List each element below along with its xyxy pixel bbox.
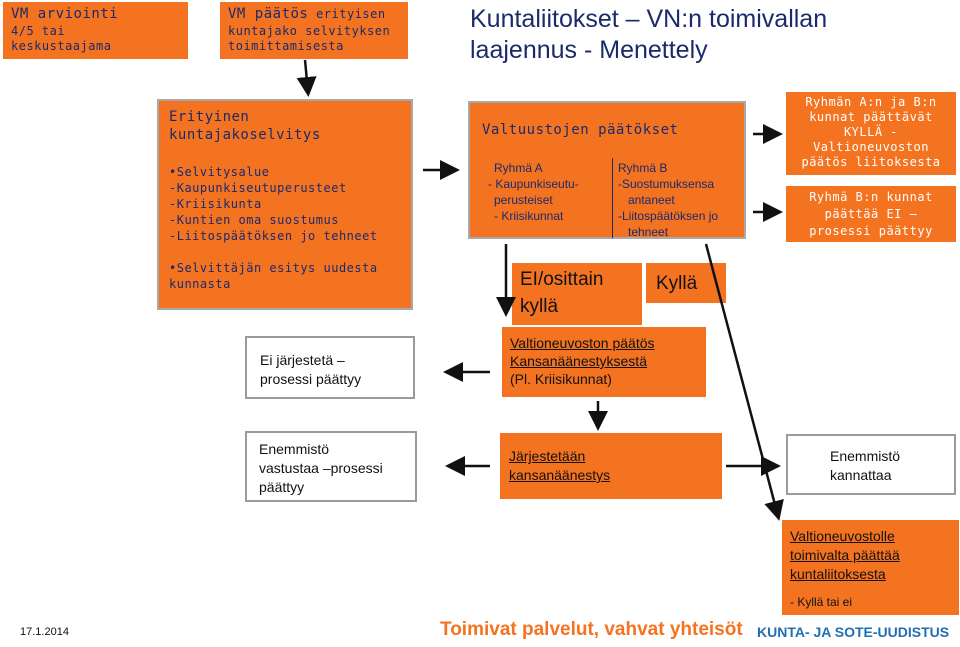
enemmisto-kannattaa-line: Enemmistö — [830, 448, 901, 464]
vm-arviointi-heading: VM arviointi — [11, 6, 119, 22]
erityinen-item: -Kuntien oma suostumus — [169, 213, 339, 227]
ryhman-ab-line: Valtioneuvoston — [813, 140, 929, 154]
enemmisto-vastustaa-line: päättyy — [259, 479, 305, 495]
ei-osittain-line-1: EI/osittain — [520, 269, 604, 290]
enemmisto-vastustaa-line: vastustaa –prosessi — [259, 460, 383, 476]
kylla-label: Kyllä — [656, 273, 698, 294]
enemmisto-kannattaa-line: kannattaa — [830, 467, 892, 483]
ryhman-ab-line: KYLLÄ - — [843, 125, 899, 139]
ryhman-ab-line: päätös liitoksesta — [801, 155, 941, 169]
vn-paatos-line: Kansanäänestyksestä — [510, 353, 647, 369]
erityinen-item: -Kriisikunta — [169, 197, 262, 211]
ryhma-b-line: tehneet — [628, 225, 669, 239]
erityinen-esitys-1: •Selvittäjän esitys uudesta — [169, 261, 378, 275]
enemmisto-vastustaa-line: Enemmistö — [259, 441, 330, 457]
ryhma-a-line: Ryhmä A — [494, 161, 543, 175]
ryhma-b-ei-line: prosessi päättyy — [809, 224, 933, 238]
erityinen-esitys-2: kunnasta — [169, 277, 231, 291]
erityinen-heading-2: kuntajakoselvitys — [169, 127, 321, 143]
erityinen-item: -Kaupunkiseutuperusteet — [169, 181, 347, 195]
ryhman-ab-line: Ryhmän A:n ja B:n — [805, 95, 937, 109]
ryhma-a-line: perusteiset — [494, 193, 553, 207]
vn-paatos-line: Valtioneuvoston päätös — [510, 335, 655, 351]
ryhma-b-ei-line: päättää EI – — [824, 207, 918, 221]
vn-toimivalta-line: kuntaliitoksesta — [790, 566, 886, 582]
title-line-2: laajennus - Menettely — [470, 36, 708, 64]
vm-arviointi-line2: 4/5 tai — [11, 24, 66, 38]
arrow-vm-paatos-to-erityinen — [305, 60, 308, 92]
ryhma-a-line: - Kaupunkiseutu- — [488, 177, 579, 191]
ryhma-b-line: antaneet — [628, 193, 675, 207]
erityinen-item: •Selvitysalue — [169, 165, 270, 179]
kylla-tai-ei-label: - Kyllä tai ei — [790, 595, 853, 609]
ryhma-b-line: -Liitospäätöksen jo — [618, 209, 719, 223]
ryhman-ab-line: kunnat päättävät — [809, 110, 933, 124]
ei-osittain-line-2: kyllä — [520, 296, 559, 317]
vn-toimivalta-line: toimivalta päättää — [790, 547, 900, 563]
jarjestetaan-line: Järjestetään — [509, 448, 586, 464]
vm-paatos-heading: VM päätös — [228, 6, 309, 22]
vm-paatos-rest: erityisen — [308, 7, 386, 21]
erityinen-item: -Liitospäätöksen jo tehneet — [169, 229, 378, 243]
ryhma-a-line: - Kriisikunnat — [494, 209, 564, 223]
vn-toimivalta-line: Valtioneuvostolle — [790, 528, 895, 544]
vm-paatos-line3: toimittamisesta — [228, 39, 344, 53]
footer-brand-logo: KUNTA- JA SOTE-UUDISTUS — [757, 624, 950, 640]
jarjestetaan-line: kansanäänestys — [509, 467, 611, 483]
ryhma-b-ei-line: Ryhmä B:n kunnat — [809, 190, 933, 204]
arrow-kylla-to-vn-toimivalta — [706, 244, 778, 516]
ryhma-b-line: Ryhmä B — [618, 161, 668, 175]
footer-date: 17.1.2014 — [20, 626, 69, 638]
vm-arviointi-line3: keskustaajama — [11, 39, 112, 53]
footer-slogan: Toimivat palvelut, vahvat yhteisöt — [440, 619, 743, 640]
valtuustot-heading: Valtuustojen päätökset — [482, 122, 679, 138]
vm-paatos-line2: kuntajako selvityksen — [228, 24, 391, 38]
ryhma-b-line: -Suostumuksensa — [618, 177, 715, 191]
erityinen-heading-1: Erityinen — [169, 109, 250, 125]
ei-jarjesteta-line: prosessi päättyy — [260, 371, 362, 387]
ei-jarjesteta-line: Ei järjestetä – — [260, 352, 345, 368]
title-line-1: Kuntaliitokset – VN:n toimivallan — [470, 5, 828, 33]
vn-paatos-line: (Pl. Kriisikunnat) — [510, 371, 612, 387]
